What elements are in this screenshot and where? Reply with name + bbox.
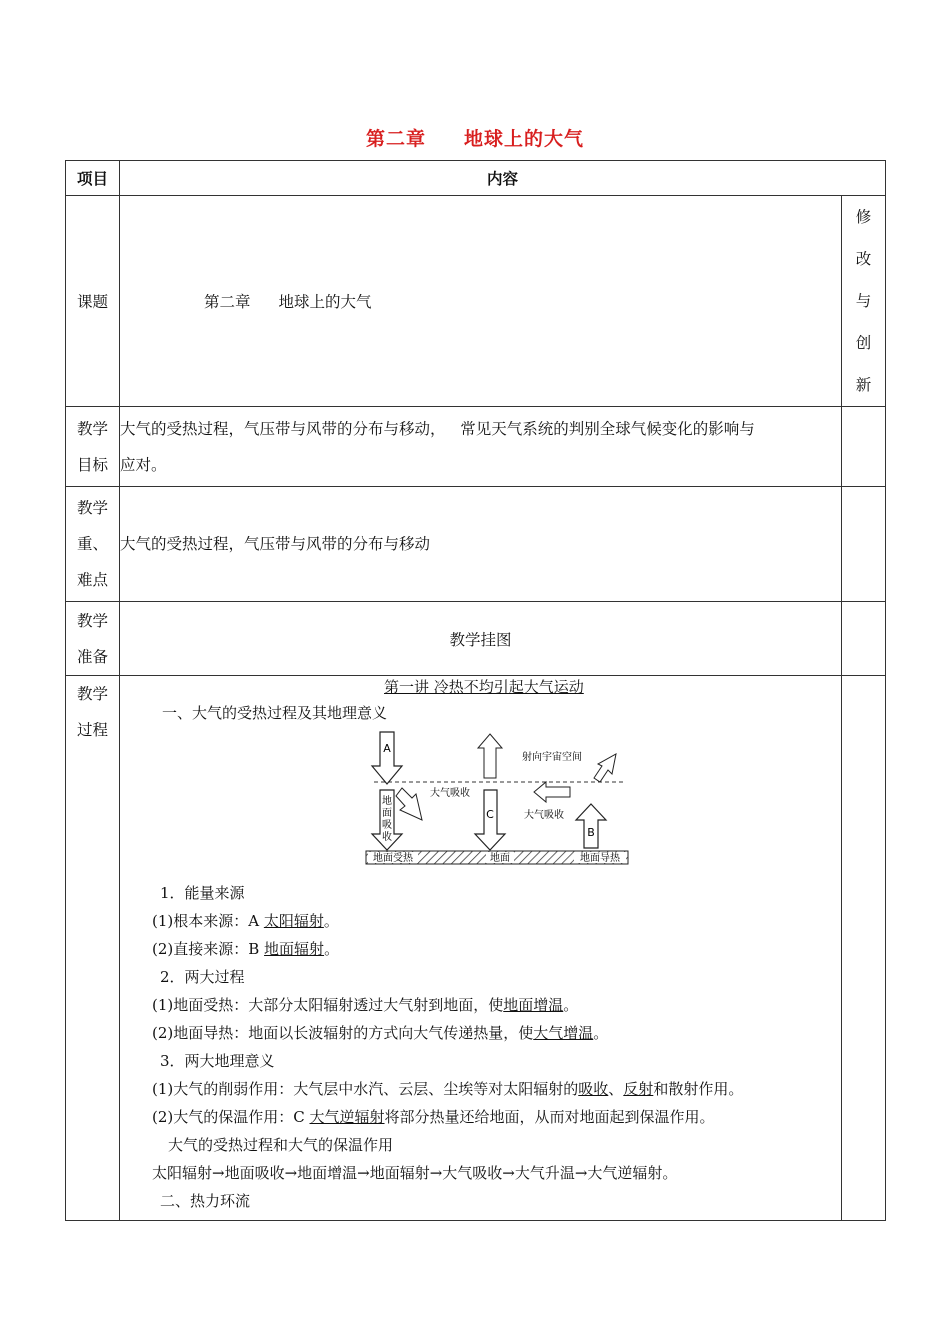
label-ground-heat: 地面受热 (373, 853, 413, 864)
title-chapter: 第二章 (365, 128, 426, 150)
label-prep: 教学 准备 (66, 602, 120, 676)
prep-note (841, 602, 885, 676)
label-goal: 教学 目标 (66, 407, 120, 487)
summary-chain: 太阳辐射→地面吸收→地面增温→地面辐射→大气吸收→大气升温→大气逆辐射。 (152, 1164, 678, 1182)
header-item: 项目 (66, 161, 120, 196)
process-note (841, 676, 885, 1221)
prep-text: 教学挂图 (120, 602, 842, 676)
revision-note-cell (841, 196, 885, 407)
label-ground: 地面 (490, 853, 510, 864)
label-key: 教学 重、 难点 (66, 487, 120, 602)
label-absorb-1: 大气吸收 (430, 788, 470, 799)
lesson-plan-table (65, 160, 886, 1221)
label-topic: 课题 (66, 196, 120, 407)
goal-note (841, 407, 885, 487)
arrow-up-small (478, 734, 502, 778)
arrow-left-absorb (534, 782, 570, 802)
revision-note: 修 改 与 创 新 (855, 208, 872, 394)
label-c: C (486, 808, 494, 821)
topic-cell (120, 196, 842, 407)
goal-text: 大气的受热过程，气压带与风带的分布与移动， 常见天气系统的判别全球气候变化的影响与 应对。 (120, 407, 842, 487)
lecture-title: 第一讲 冷热不均引起大气运动 (384, 678, 584, 696)
row-process (66, 676, 886, 1221)
item-3-2: (2)大气的保温作用：C 大气逆辐射将部分热量还给地面，从而对地面起到保温作用。 (152, 1108, 715, 1126)
svg-text:面: 面 (382, 808, 392, 819)
row-goal (66, 407, 886, 487)
label-ground-conduct: 地面导热 (580, 853, 620, 864)
label-absorb-2: 大气吸收 (524, 810, 564, 821)
header-content: 内容 (120, 161, 886, 196)
label-process: 教学 过程 (66, 676, 120, 1221)
document-title (0, 124, 950, 151)
section-2-heading: 二、热力环流 (160, 1192, 251, 1210)
row-key (66, 487, 886, 602)
label-a: A (383, 742, 391, 755)
item-1: 1．能量来源 (160, 884, 245, 902)
key-note (841, 487, 885, 602)
row-prep (66, 602, 886, 676)
svg-text:地: 地 (382, 796, 392, 807)
label-space: 射向宇宙空间 (522, 752, 582, 763)
item-2: 2．两大过程 (160, 968, 245, 986)
label-b: B (587, 826, 595, 839)
title-name: 地球上的大气 (464, 128, 585, 150)
item-1-2: (2)直接来源：B 地面辐射。 (152, 940, 340, 958)
svg-text:吸: 吸 (382, 820, 392, 831)
item-2-1: (1)地面受热：大部分太阳辐射透过大气射到地面，使地面增温。 (152, 996, 579, 1014)
header-row (66, 161, 886, 196)
process-content (120, 676, 842, 1221)
item-3: 3．两大地理意义 (160, 1052, 275, 1070)
item-1-1: (1)根本来源：A 太阳辐射。 (152, 912, 339, 930)
svg-text:收: 收 (382, 832, 392, 843)
arrow-to-space (594, 754, 616, 782)
arrow-atm-absorb (396, 788, 422, 820)
topic-name: 地球上的大气 (278, 293, 372, 311)
row-topic (66, 196, 886, 407)
key-text: 大气的受热过程，气压带与风带的分布与移动 (120, 487, 842, 602)
item-3-1: (1)大气的削弱作用：大气层中水汽、云层、尘埃等对太阳辐射的吸收、反射和散射作用。 (152, 1080, 744, 1098)
item-2-2: (2)地面导热：地面以长波辐射的方式向大气传递热量，使大气增温。 (152, 1024, 609, 1042)
section-1-heading: 一、大气的受热过程及其地理意义 (162, 704, 388, 722)
arrow-a (372, 732, 402, 784)
topic-chapter: 第二章 (204, 293, 251, 311)
summary-heading: 大气的受热过程和大气的保温作用 (168, 1136, 394, 1154)
heating-diagram (364, 730, 634, 865)
